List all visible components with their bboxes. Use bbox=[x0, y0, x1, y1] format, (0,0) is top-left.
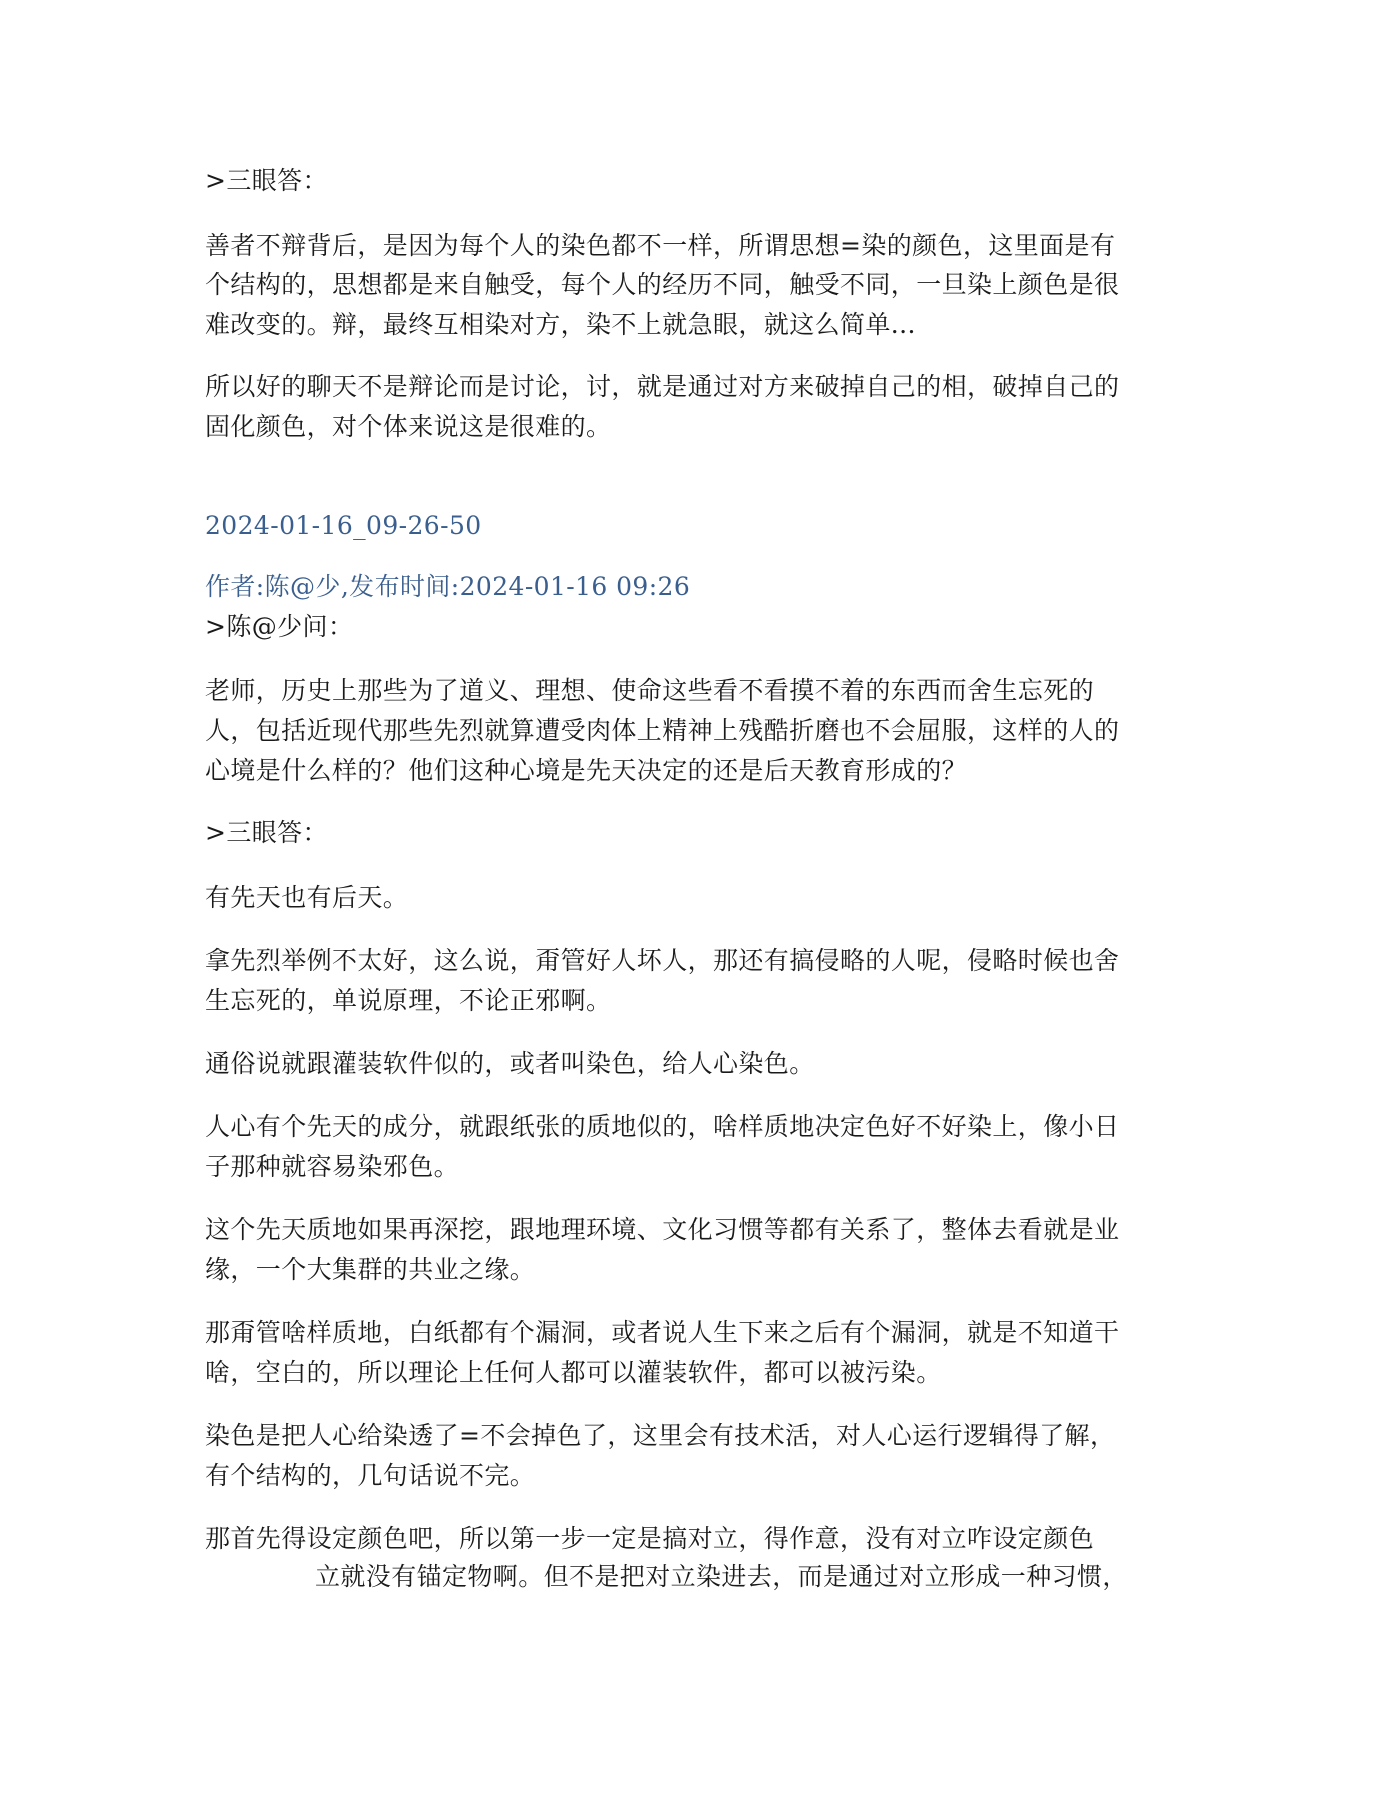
answer-text-line: 个结构的，思想都是来自触受，每个人的经历不同，触受不同，一旦染上颜色是很 bbox=[205, 270, 1120, 299]
answer-text-line: 善者不辩背后，是因为每个人的染色都不一样，所谓思想=染的颜色，这里面是有 bbox=[205, 231, 1116, 260]
answer-text-line: 生忘死的，单说原理，不论正邪啊。 bbox=[205, 986, 612, 1015]
answer-text-line: 固化颜色，对个体来说这是很难的。 bbox=[205, 412, 612, 441]
question-text-line: 人，包括近现代那些先烈就算遭受肉体上精神上残酷折磨也不会屈服，这样的人的 bbox=[205, 716, 1120, 745]
speaker-label: >陈@少问： bbox=[205, 612, 354, 641]
question-text-line: 心境是什么样的？他们这种心境是先天决定的还是后天教育形成的？ bbox=[205, 756, 968, 785]
answer-text-line: 子那种就容易染邪色。 bbox=[205, 1152, 460, 1181]
answer-text-line: 难改变的。辩，最终互相染对方，染不上就急眼，就这么简单... bbox=[205, 310, 916, 339]
answer-text-line: 啥，空白的，所以理论上任何人都可以灌装软件，都可以被污染。 bbox=[205, 1358, 942, 1387]
author-publish-line: 作者:陈@少,发布时间:2024-01-16 09:26 bbox=[205, 572, 691, 601]
answer-text-line: 拿先烈举例不太好，这么说，甭管好人坏人，那还有搞侵略的人呢，侵略时候也舍 bbox=[205, 946, 1120, 975]
speaker-label: >三眼答： bbox=[205, 818, 328, 847]
answer-text-line: 那首先得设定颜色吧，所以第一步一定是搞对立，得作意，没有对立咋设定颜色 bbox=[205, 1524, 1095, 1553]
entry-timestamp-heading: 2024-01-16_09-26-50 bbox=[205, 511, 482, 540]
answer-text-line: 所以好的聊天不是辩论而是讨论，讨，就是通过对方来破掉自己的相，破掉自己的 bbox=[205, 372, 1120, 401]
answer-text-line: 通俗说就跟灌装软件似的，或者叫染色，给人心染色。 bbox=[205, 1049, 815, 1078]
speaker-label: >三眼答： bbox=[205, 166, 328, 195]
answer-text-line: 人心有个先天的成分，就跟纸张的质地似的，啥样质地决定色好不好染上，像小日 bbox=[205, 1112, 1120, 1141]
answer-text-line: 缘，一个大集群的共业之缘。 bbox=[205, 1255, 536, 1284]
question-text-line: 老师，历史上那些为了道义、理想、使命这些看不看摸不着的东西而舍生忘死的 bbox=[205, 676, 1095, 705]
answer-text-line: 立就没有锚定物啊。但不是把对立染进去，而是通过对立形成一种习惯， bbox=[315, 1562, 1128, 1591]
answer-text-line: 那甭管啥样质地，白纸都有个漏洞，或者说人生下来之后有个漏洞，就是不知道干 bbox=[205, 1318, 1120, 1347]
answer-text-line: 有先天也有后天。 bbox=[205, 883, 409, 912]
answer-text-line: 染色是把人心给染透了=不会掉色了，这里会有技术活，对人心运行逻辑得了解， bbox=[205, 1421, 1116, 1450]
answer-text-line: 这个先天质地如果再深挖，跟地理环境、文化习惯等都有关系了，整体去看就是业 bbox=[205, 1215, 1120, 1244]
answer-text-line: 有个结构的，几句话说不完。 bbox=[205, 1461, 536, 1490]
